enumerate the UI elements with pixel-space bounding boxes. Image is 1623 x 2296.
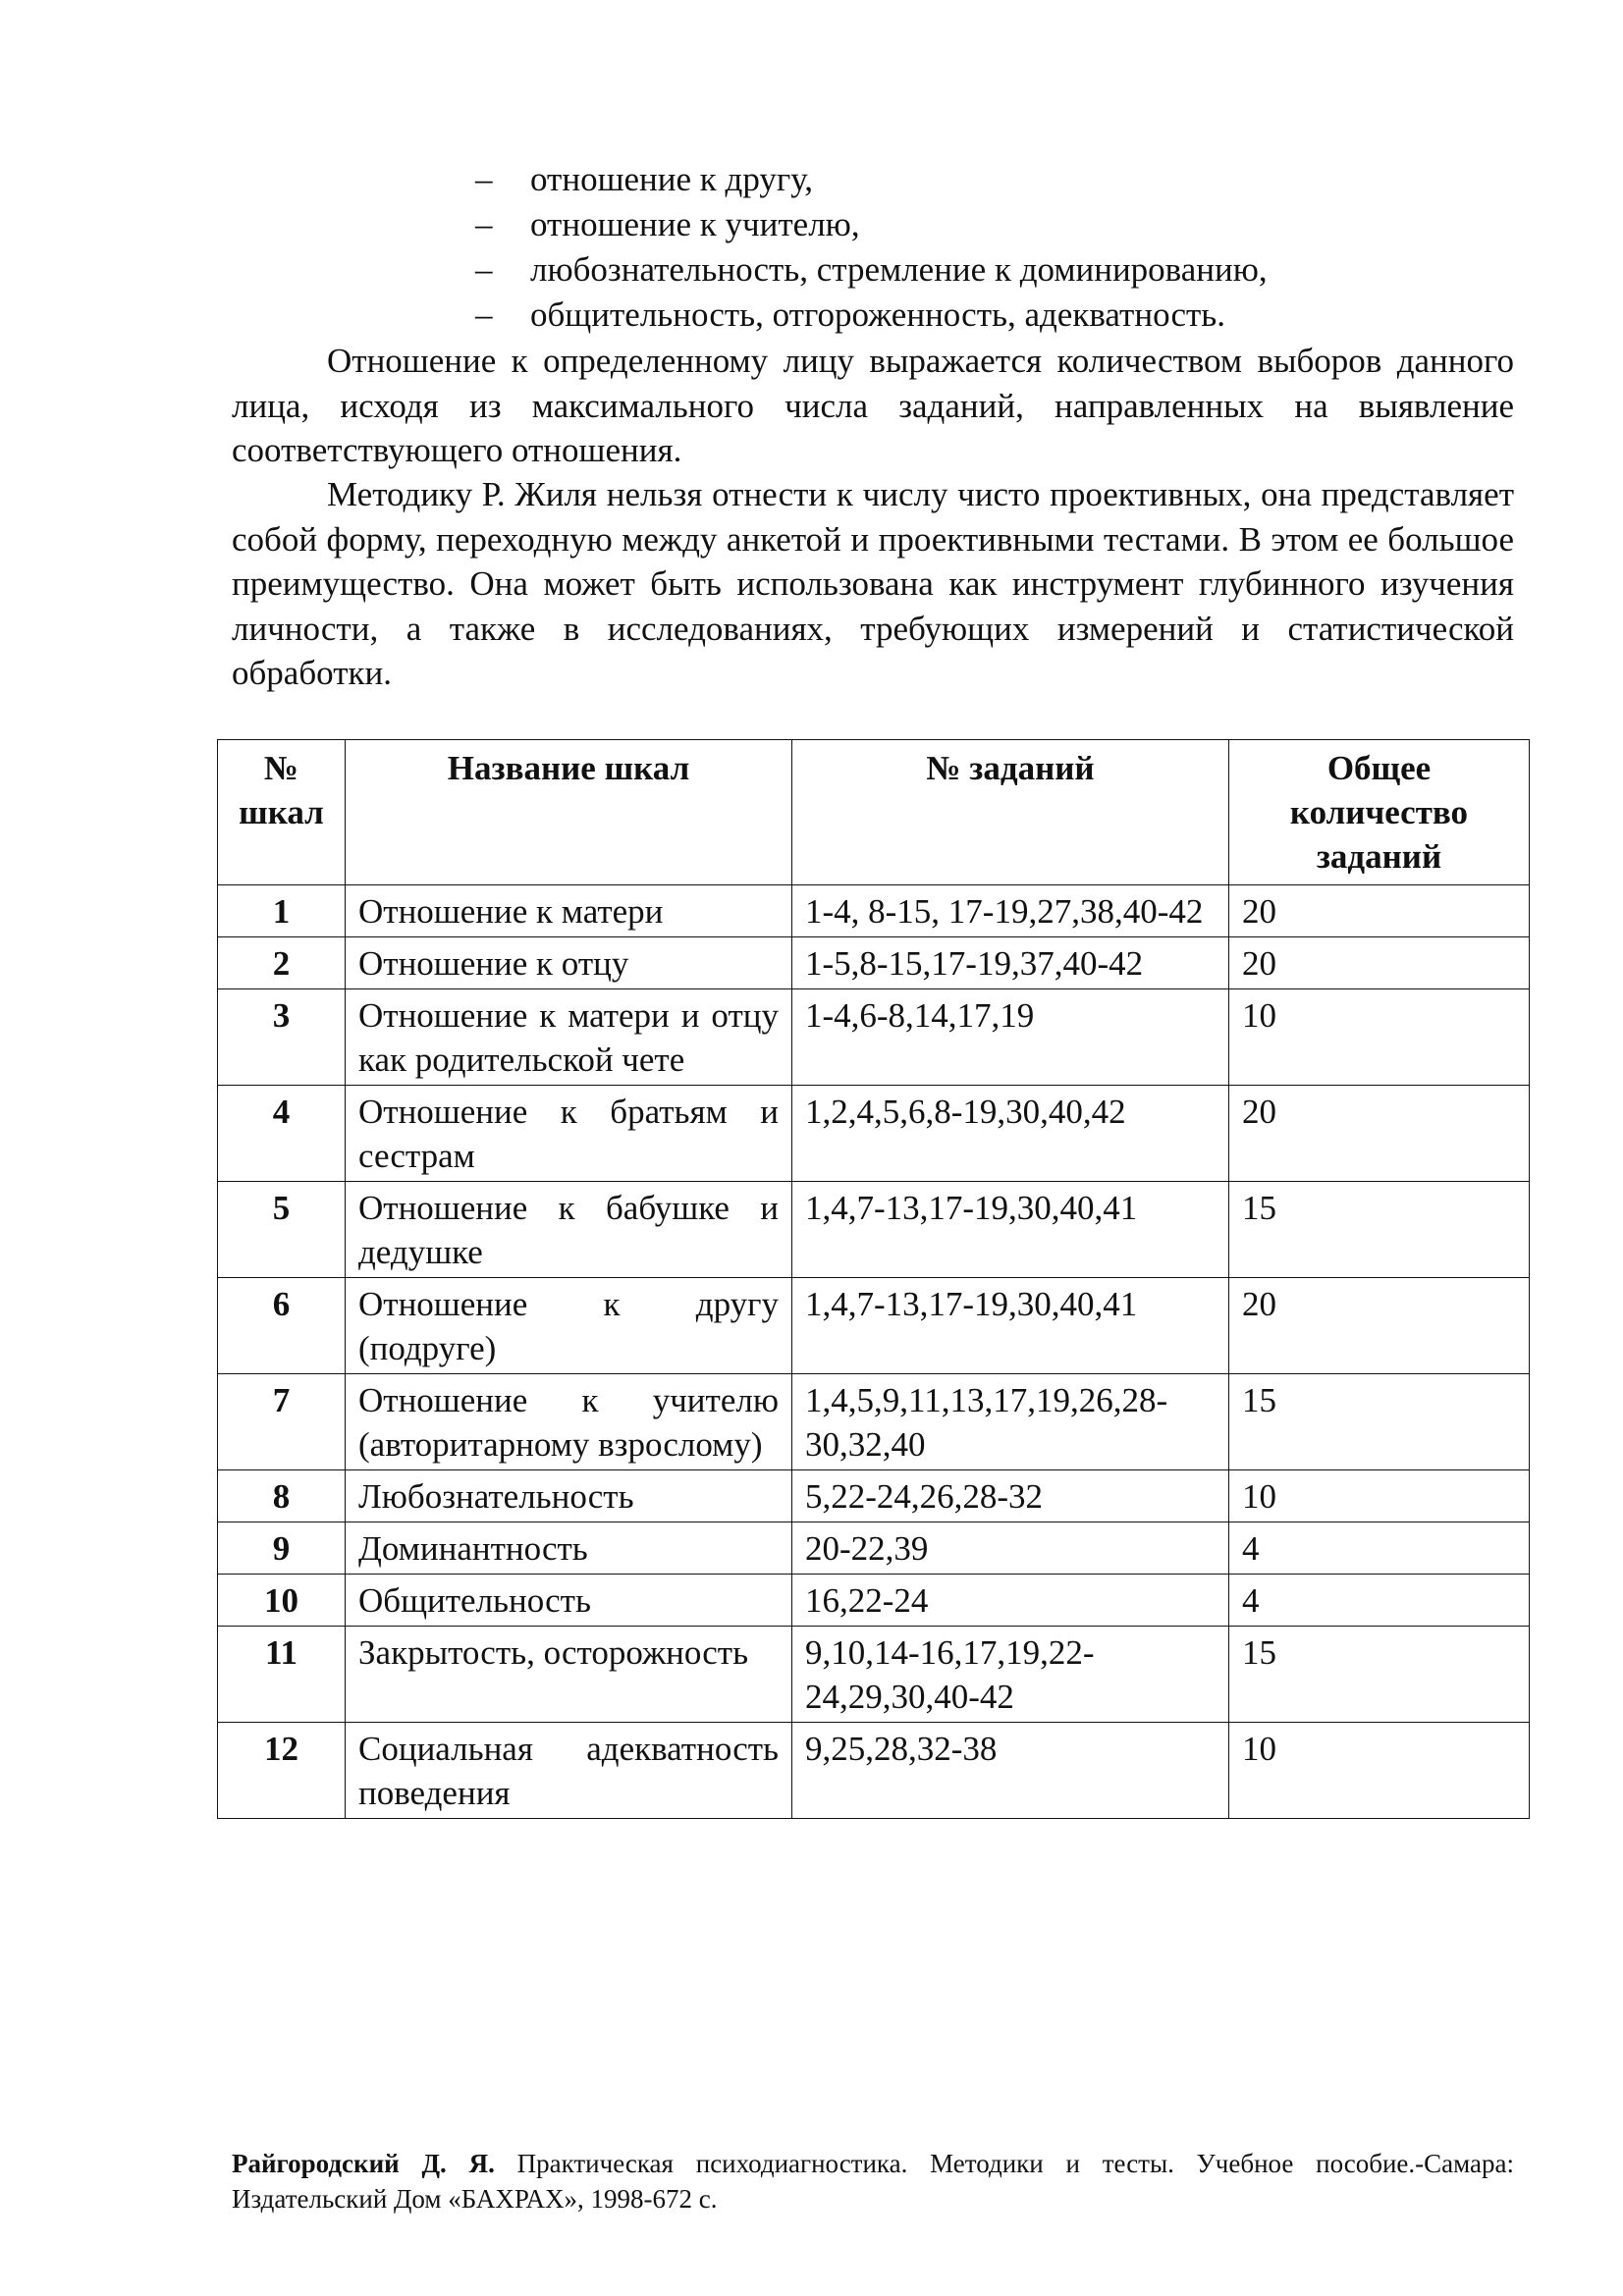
cell-task-total: 15 [1229, 1374, 1530, 1470]
citation-text: Практическая психодиагностика. Методики и тесты. Учебное пособие.-Самара: Издательский Дом «БАХРАХ», 1998-672 с. [232, 2149, 1515, 2214]
cell-task-numbers: 16,22-24 [792, 1575, 1229, 1627]
table-row [218, 1278, 1530, 1374]
source-citation [232, 2146, 1514, 2216]
cell-scale-name: Отношение к учителю (авторитарному взрослому) [346, 1374, 792, 1470]
cell-scale-name: Социальная адекватность поведения [346, 1723, 792, 1819]
bullet-item [475, 157, 1268, 202]
cell-scale-number: 11 [218, 1627, 346, 1723]
cell-scale-name: Общительность [346, 1575, 792, 1627]
paragraph-method-description: Методику Р. Жиля нельзя отнести к числу чисто проективных, она представляет собой форму, переходную между анкетой и проективными тестами. В этом ее большое преимущество. Она может быть использована как инструмент глубинного изучения личности, а также в исследованиях, требующих измерений и статистической обработки. [232, 475, 1514, 692]
cell-task-numbers: 20-22,39 [792, 1522, 1229, 1575]
cell-scale-name: Отношение к матери [346, 885, 792, 937]
cell-scale-name: Любознательность [346, 1470, 792, 1522]
cell-scale-name: Доминантность [346, 1522, 792, 1575]
header-scale-number: № шкал [218, 740, 346, 885]
bullet-text: отношение к другу, [530, 160, 813, 198]
cell-task-total: 15 [1229, 1627, 1530, 1723]
bullet-text: отношение к учителю, [530, 205, 860, 243]
cell-task-total: 20 [1229, 885, 1530, 937]
cell-task-total: 20 [1229, 937, 1530, 989]
table-row [218, 1374, 1530, 1470]
header-task-total: Общее количество заданий [1229, 740, 1530, 885]
bullet-text: общительность, отгороженность, адекватность. [530, 295, 1225, 334]
cell-scale-number: 10 [218, 1575, 346, 1627]
paragraph-choice-count: Отношение к определенному лицу выражается количеством выборов данного лица, исходя из максимального числа заданий, направленных на выявление соответствующего отношения. [232, 342, 1514, 469]
table-row [218, 1575, 1530, 1627]
bullet-marker: – [475, 205, 493, 243]
bullet-item [475, 202, 1268, 247]
cell-task-total: 20 [1229, 1086, 1530, 1182]
cell-task-total: 15 [1229, 1182, 1530, 1278]
cell-scale-name: Отношение к матери и отцу как родительской чете [346, 989, 792, 1086]
cell-scale-name: Отношение к отцу [346, 937, 792, 989]
table-row [218, 1723, 1530, 1819]
cell-scale-name: Отношение к братьям и сестрам [346, 1086, 792, 1182]
table-row [218, 1627, 1530, 1723]
bullet-marker: – [475, 295, 493, 334]
cell-task-total: 4 [1229, 1522, 1530, 1575]
cell-scale-number: 6 [218, 1278, 346, 1374]
cell-task-numbers: 1,4,7-13,17-19,30,40,41 [792, 1278, 1229, 1374]
table-row [218, 1470, 1530, 1522]
table-row [218, 1086, 1530, 1182]
cell-task-numbers: 9,10,14-16,17,19,22-24,29,30,40-42 [792, 1627, 1229, 1723]
scales-table [217, 739, 1530, 1819]
cell-task-total: 10 [1229, 989, 1530, 1086]
cell-task-numbers: 1,4,5,9,11,13,17,19,26,28-30,32,40 [792, 1374, 1229, 1470]
cell-scale-number: 12 [218, 1723, 346, 1819]
bullet-marker: – [475, 160, 493, 198]
cell-scale-number: 9 [218, 1522, 346, 1575]
cell-task-numbers: 1-5,8-15,17-19,37,40-42 [792, 937, 1229, 989]
table-row [218, 1182, 1530, 1278]
cell-scale-number: 8 [218, 1470, 346, 1522]
cell-task-numbers: 1-4,6-8,14,17,19 [792, 989, 1229, 1086]
cell-scale-number: 5 [218, 1182, 346, 1278]
table-row [218, 989, 1530, 1086]
header-scale-name: Название шкал [346, 740, 792, 885]
cell-task-total: 10 [1229, 1723, 1530, 1819]
bullet-item [475, 247, 1268, 293]
cell-task-numbers: 5,22-24,26,28-32 [792, 1470, 1229, 1522]
cell-scale-name: Отношение к бабушке и дедушке [346, 1182, 792, 1278]
cell-task-numbers: 1-4, 8-15, 17-19,27,38,40-42 [792, 885, 1229, 937]
cell-task-total: 4 [1229, 1575, 1530, 1627]
table-row [218, 937, 1530, 989]
cell-task-total: 20 [1229, 1278, 1530, 1374]
cell-scale-number: 2 [218, 937, 346, 989]
cell-task-numbers: 1,4,7-13,17-19,30,40,41 [792, 1182, 1229, 1278]
table-header-row [218, 740, 1530, 885]
header-task-numbers: № заданий [792, 740, 1229, 885]
bullet-item [475, 293, 1268, 338]
bullet-marker: – [475, 250, 493, 289]
cell-task-numbers: 9,25,28,32-38 [792, 1723, 1229, 1819]
cell-task-numbers: 1,2,4,5,6,8-19,30,40,42 [792, 1086, 1229, 1182]
bullet-list [475, 157, 1268, 338]
cell-scale-number: 7 [218, 1374, 346, 1470]
table-row [218, 885, 1530, 937]
bullet-text: любознательность, стремление к доминированию, [530, 250, 1268, 289]
cell-scale-number: 1 [218, 885, 346, 937]
cell-scale-name: Закрытость, осторожность [346, 1627, 792, 1723]
cell-scale-number: 3 [218, 989, 346, 1086]
citation-author: Райгородский Д. Я. [232, 2149, 495, 2178]
cell-scale-name: Отношение к другу (подруге) [346, 1278, 792, 1374]
cell-scale-number: 4 [218, 1086, 346, 1182]
table-row [218, 1522, 1530, 1575]
cell-task-total: 10 [1229, 1470, 1530, 1522]
